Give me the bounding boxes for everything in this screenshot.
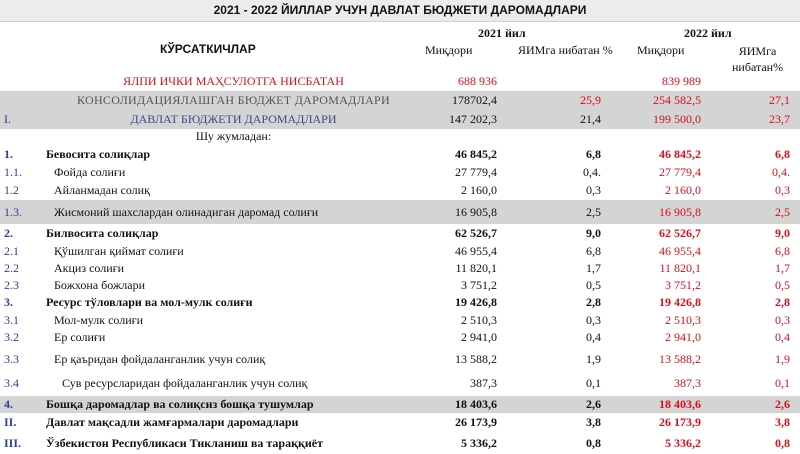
share-2021: 0,5 <box>586 277 601 292</box>
table-row <box>0 200 800 224</box>
row-number: 1.1. <box>4 165 22 179</box>
share-2022: 0,4. <box>772 165 790 179</box>
share-2021: 9,0 <box>586 225 601 240</box>
row-number: II. <box>4 415 17 429</box>
share-2021: 3,8 <box>586 415 601 429</box>
share-2021-header: ЯИМга нибатан % <box>518 43 613 57</box>
row-label: Божхона божлари <box>54 277 146 292</box>
table-row <box>0 260 800 277</box>
row-number: 3.1 <box>4 312 19 327</box>
row-label: Давлат мақсадли жамғармалари даромадлари <box>46 415 299 429</box>
amount-2022: 3 751,2 <box>665 277 701 292</box>
share-2021: 2,8 <box>586 295 601 309</box>
table-row <box>0 242 800 260</box>
row-number: 2.2 <box>4 261 19 275</box>
row-label: Қўшилган қиймат солиғи <box>54 243 184 258</box>
row-label: Мол-мулк солиғи <box>54 312 144 327</box>
share-2022-header-line1: ЯИМга <box>738 44 777 58</box>
amount-2022-header: Миқдори <box>637 43 685 57</box>
share-2022: 3,8 <box>775 415 790 429</box>
amount-2021: 13 588,2 <box>455 351 497 366</box>
amount-2021: 688 936 <box>458 74 497 88</box>
row-number: 3.4 <box>4 376 19 390</box>
table-row <box>0 432 800 454</box>
row-number: 2. <box>4 225 13 240</box>
row-label: КОНСОЛИДАЦИЯЛАШГАН БЮДЖЕТ ДАРОМАДЛАРИ <box>77 93 390 107</box>
amount-2022: 13 588,2 <box>659 351 701 366</box>
share-2021: 25,9 <box>580 93 601 107</box>
share-2022: 6,8 <box>775 243 790 258</box>
amount-2022: 387,3 <box>674 376 701 390</box>
amount-2021: 2 160,0 <box>461 183 497 197</box>
amount-2022: 26 173,9 <box>659 415 701 429</box>
row-label: Ер солиғи <box>54 330 106 344</box>
table-title: 2021 - 2022 ЙИЛЛАР УЧУН ДАВЛАТ БЮДЖЕТИ ДАРОМАДЛАРИ <box>0 0 800 22</box>
table-row <box>0 328 800 347</box>
year-2021-header: 2021 йил <box>478 26 526 40</box>
share-2021: 1,7 <box>586 261 601 275</box>
row-label: Акциз солиғи <box>54 261 125 275</box>
share-2022: 0,3 <box>775 183 790 197</box>
table-row <box>0 181 800 200</box>
row-number: 1.3. <box>4 204 22 219</box>
share-2022: 23,7 <box>769 112 790 126</box>
table-row <box>0 277 800 293</box>
share-2022-header <box>732 43 783 75</box>
row-label: Бевосита солиқлар <box>46 146 151 161</box>
row-number: I. <box>4 112 11 126</box>
row-number: 2.3 <box>4 277 19 292</box>
amount-2022: 254 582,5 <box>653 93 701 107</box>
row-number: 3. <box>4 295 13 309</box>
row-number: 4. <box>4 397 13 411</box>
share-2022: 2,5 <box>775 204 790 219</box>
amount-2021: 3 751,2 <box>461 277 497 292</box>
table-row <box>0 91 800 110</box>
amount-2021: 2 510,3 <box>461 312 497 327</box>
amount-2022: 62 526,7 <box>659 225 701 240</box>
amount-2022: 27 779,4 <box>659 165 701 179</box>
amount-2021: 147 202,3 <box>449 112 497 126</box>
table-row <box>0 164 800 181</box>
share-2022: 0,8 <box>775 435 790 450</box>
share-2021: 0,4 <box>586 330 601 344</box>
share-2022: 0,4 <box>775 330 790 344</box>
row-number: III. <box>4 435 22 450</box>
table-row <box>0 396 800 413</box>
table-row <box>0 144 800 164</box>
row-label: Бошқа даромадлар ва солиқсиз бошқа тушумлар <box>46 397 314 411</box>
row-label: Фойда солиғи <box>54 165 126 179</box>
share-2021: 0,3 <box>586 183 601 197</box>
share-2022: 27,1 <box>769 93 790 107</box>
amount-2021: 26 173,9 <box>455 415 497 429</box>
amount-2022: 199 500,0 <box>653 112 701 126</box>
share-2021: 0,3 <box>586 312 601 327</box>
amount-2021: 18 403,6 <box>455 397 497 411</box>
share-2022: 1,7 <box>775 261 790 275</box>
table-row <box>0 347 800 371</box>
share-2022: 0,1 <box>775 376 790 390</box>
share-2021: 0,4. <box>583 165 601 179</box>
table-row <box>0 293 800 312</box>
amount-2021: 46 845,2 <box>455 146 497 161</box>
amount-2022: 19 426,8 <box>659 295 701 309</box>
table-row <box>0 312 800 328</box>
year-2022-header: 2022 йил <box>684 26 732 40</box>
row-label: ЯЛПИ ИЧКИ МАҲСУЛОТГА НИСБАТАН <box>123 74 344 88</box>
amount-2021: 27 779,4 <box>455 165 497 179</box>
amount-2022: 16 905,8 <box>659 204 701 219</box>
row-label: Билвосита солиқлар <box>46 225 159 240</box>
amount-2021: 11 820,1 <box>455 261 497 275</box>
share-2022: 9,0 <box>775 225 790 240</box>
row-number: 3.3 <box>4 351 19 366</box>
amount-2022: 2 510,3 <box>665 312 701 327</box>
data-table <box>0 72 800 454</box>
amount-2021: 5 336,2 <box>461 435 497 450</box>
amount-2021: 387,3 <box>470 376 497 390</box>
row-label: Ресурс тўловлари ва мол-мулк солиғи <box>46 295 253 309</box>
share-2022: 1,9 <box>775 351 790 366</box>
share-2022: 2,8 <box>775 295 790 309</box>
table-row <box>0 72 800 91</box>
row-label: ДАВЛАТ БЮДЖЕТИ ДАРОМАДЛАРИ <box>130 112 337 126</box>
amount-2021: 16 905,8 <box>455 204 497 219</box>
table-row <box>0 110 800 129</box>
amount-2022: 46 955,4 <box>659 243 701 258</box>
share-2021: 0,8 <box>586 435 601 450</box>
amount-2021: 2 941,0 <box>461 330 497 344</box>
share-2021: 6,8 <box>586 243 601 258</box>
row-number: 2.1 <box>4 243 19 258</box>
amount-2021: 62 526,7 <box>455 225 497 240</box>
row-number: 1. <box>4 146 13 161</box>
row-label: Ер қаъридан фойдаланганлик учун солиқ <box>54 351 266 366</box>
table-row <box>0 371 800 396</box>
share-2021: 1,9 <box>586 351 601 366</box>
amount-2022: 5 336,2 <box>665 435 701 450</box>
share-2022: 6,8 <box>775 146 790 161</box>
row-number: 3.2 <box>4 330 19 344</box>
row-label: Жисмоний шахслардан олинадиган даромад солиғи <box>54 204 319 219</box>
share-2021: 2,6 <box>586 397 601 411</box>
table-row <box>0 413 800 432</box>
amount-2021-header: Миқдори <box>425 43 473 57</box>
amount-2022: 839 989 <box>662 74 701 88</box>
indicators-header: КЎРСАТКИЧЛАР <box>160 42 256 56</box>
share-2021: 6,8 <box>586 146 601 161</box>
amount-2021: 178702,4 <box>452 93 497 107</box>
amount-2022: 18 403,6 <box>659 397 701 411</box>
amount-2021: 46 955,4 <box>455 243 497 258</box>
share-2022: 0,3 <box>775 312 790 327</box>
share-2021: 0,1 <box>586 376 601 390</box>
share-2022: 2,6 <box>775 397 790 411</box>
table-row <box>0 129 800 144</box>
amount-2022: 11 820,1 <box>659 261 701 275</box>
amount-2022: 2 160,0 <box>665 183 701 197</box>
row-number: 1.2 <box>4 183 19 197</box>
share-2022: 0,5 <box>775 277 790 292</box>
amount-2022: 2 941,0 <box>665 330 701 344</box>
row-label: Ўзбекистон Республикаси Тикланиш ва тараққиёт <box>46 435 324 450</box>
share-2021: 21,4 <box>580 112 601 126</box>
amount-2021: 19 426,8 <box>455 295 497 309</box>
table-row <box>0 224 800 242</box>
row-label: Айланмадан солиқ <box>54 183 150 197</box>
share-2022-header-line2: нибатан% <box>732 60 784 74</box>
row-label: Шу жумладан: <box>195 129 272 143</box>
share-2021: 2,5 <box>586 204 601 219</box>
row-label: Сув ресурсларидан фойдаланганлик учун солиқ <box>62 376 308 390</box>
amount-2022: 46 845,2 <box>659 146 701 161</box>
